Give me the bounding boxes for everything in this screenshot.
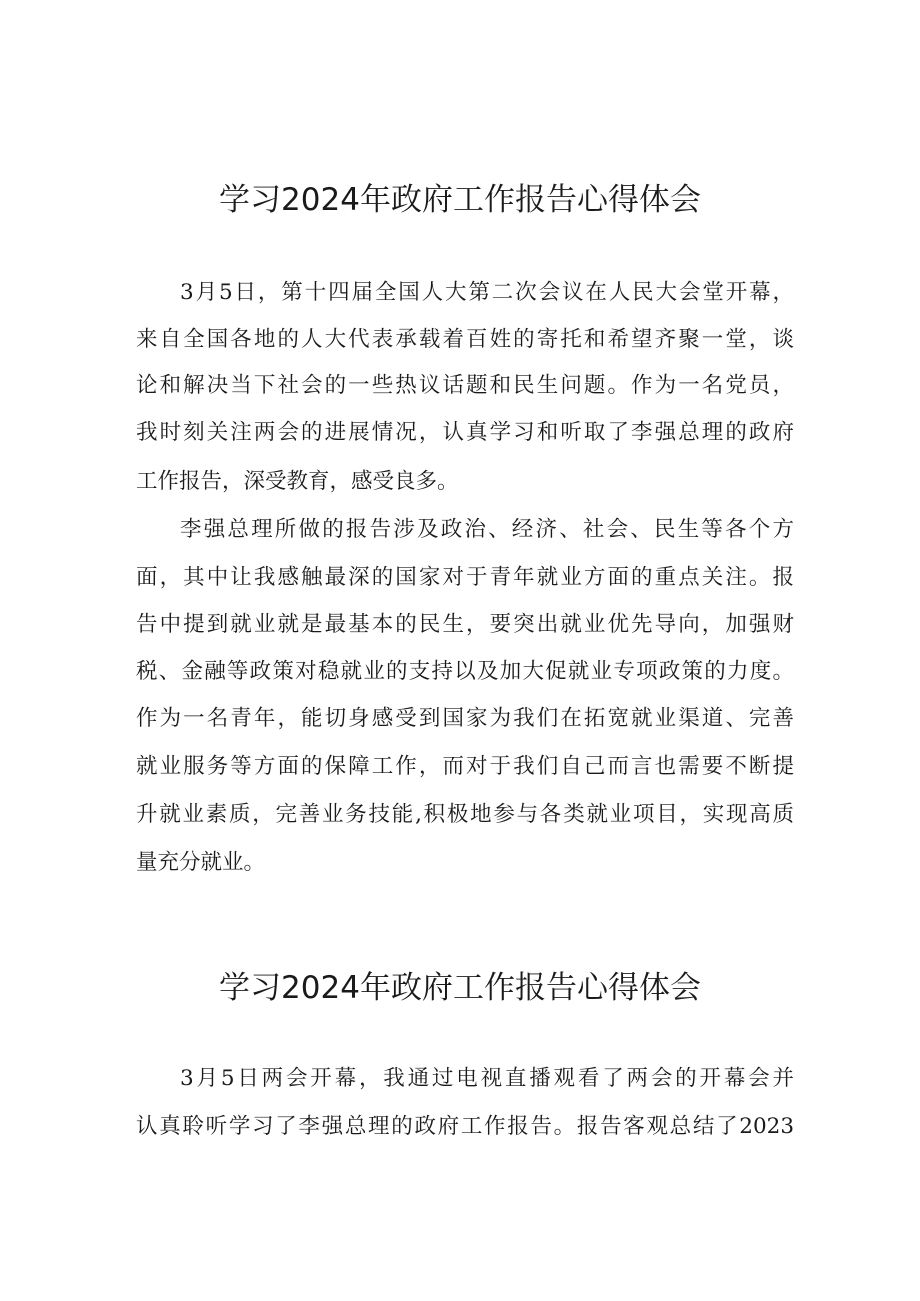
text-line: 论和解决当下社会的一些热议话题和民生问题。作为一名党员，: [136, 373, 794, 398]
text-line: 3月5日，第十四届全国人大第二次会议在人民大会堂开幕，: [180, 280, 794, 305]
text-line: 税、金融等政策对稳就业的支持以及加大促就业专项政策的力度。: [136, 659, 794, 684]
text-line: 量充分就业。: [136, 850, 266, 875]
text-line: 面，其中让我感触最深的国家对于青年就业方面的重点关注。报: [136, 565, 794, 590]
text-line: 作为一名青年，能切身感受到国家为我们在拓宽就业渠道、完善: [136, 706, 794, 731]
text-line: 工作报告，深受教育，感受良多。: [136, 469, 459, 494]
text-line: 来自全国各地的人大代表承载着百姓的寄托和希望齐聚一堂，谈: [136, 327, 794, 352]
text-line: 3月5日两会开幕，我通过电视直播观看了两会的开幕会并: [180, 1066, 794, 1091]
text-line: 我时刻关注两会的进展情况，认真学习和听取了李强总理的政府: [136, 420, 794, 445]
text-line: 就业服务等方面的保障工作，而对于我们自己而言也需要不断提: [136, 754, 794, 779]
section-title: 学习2024年政府工作报告心得体会: [219, 970, 701, 1006]
text-line: 告中提到就业就是最基本的民生，要突出就业优先导向，加强财: [136, 612, 794, 637]
text-line: 李强总理所做的报告涉及政治、经济、社会、民生等各个方: [180, 517, 794, 542]
text-line: 认真聆听学习了李强总理的政府工作报告。报告客观总结了2023: [136, 1114, 794, 1139]
section-title: 学习2024年政府工作报告心得体会: [219, 182, 701, 218]
text-line: 升就业素质，完善业务技能,积极地参与各类就业项目，实现高质: [136, 802, 794, 827]
